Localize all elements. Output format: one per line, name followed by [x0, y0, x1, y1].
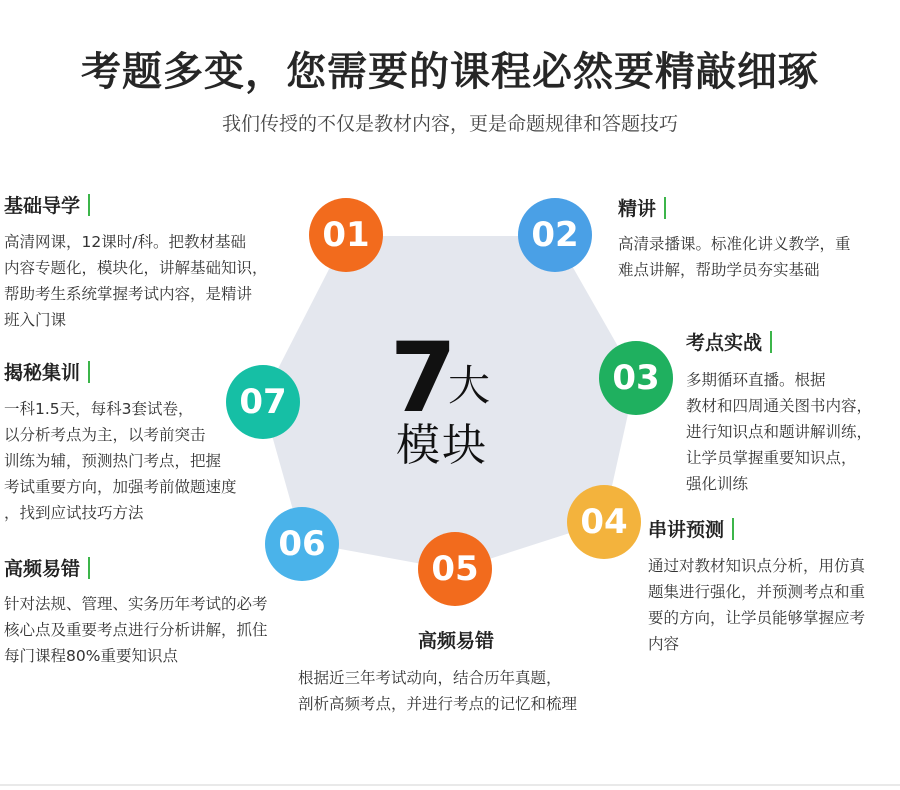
module-04-title: 串讲预测: [648, 518, 734, 542]
center-label: 模块: [396, 420, 488, 471]
module-03-title: 考点实战: [686, 331, 772, 355]
module-07-description: 一科1.5天，每科3套试卷， 以分析考点为主，以考前突击 训练为辅，预测热门考点，把握 考试重要方向，加强考前做题速度 ，找到应试技巧方法: [4, 400, 237, 522]
module-05-title: 高频易错: [418, 630, 495, 652]
module-06-badge: 06: [265, 507, 339, 581]
center-unit: 大: [448, 361, 491, 410]
module-06-title: 高频易错: [4, 557, 90, 581]
module-03-description: 多期循环直播。根据 教材和四周通关图书内容， 进行知识点和题讲解训练， 让学员掌握重要知识点， 强化训练: [686, 371, 873, 493]
page-subtitle: 我们传授的不仅是教材内容，更是命题规律和答题技巧: [221, 113, 678, 135]
center-number: 7: [390, 322, 457, 434]
page-title: 考题多变，您需要的课程必然要精敲细琢: [81, 49, 819, 95]
module-01-badge: 01: [309, 198, 383, 272]
module-07-title: 揭秘集训: [4, 361, 90, 385]
bottom-divider: [0, 784, 900, 786]
module-05-description: 根据近三年考试动向，结合历年真题， 剖析高频考点，并进行考点的记忆和梳理: [298, 669, 578, 713]
module-01-title: 基础导学: [4, 194, 90, 218]
module-07-badge: 07: [226, 365, 300, 439]
module-02-title: 精讲: [618, 197, 666, 221]
module-03-badge: 03: [599, 341, 673, 415]
module-02-description: 高清录播课。标准化讲义教学，重 难点讲解，帮助学员夯实基础: [618, 235, 851, 279]
module-01-description: 高清网课，12课时/科。把教材基础 内容专题化，模块化，讲解基础知识， 帮助考生系统掌握考试内容，是精讲 班入门课: [4, 233, 268, 329]
module-02-badge: 02: [518, 198, 592, 272]
module-04-description: 通过对教材知识点分析，用仿真 题集进行强化，并预测考点和重 要的方向，让学员能够掌握应考 内容: [648, 557, 866, 653]
module-06-description: 针对法规、管理、实务历年考试的必考 核心点及重要考点进行分析讲解，抓住 每门课程80%重要知识点: [4, 595, 268, 665]
module-04-badge: 04: [567, 485, 641, 559]
module-05-badge: 05: [418, 532, 492, 606]
